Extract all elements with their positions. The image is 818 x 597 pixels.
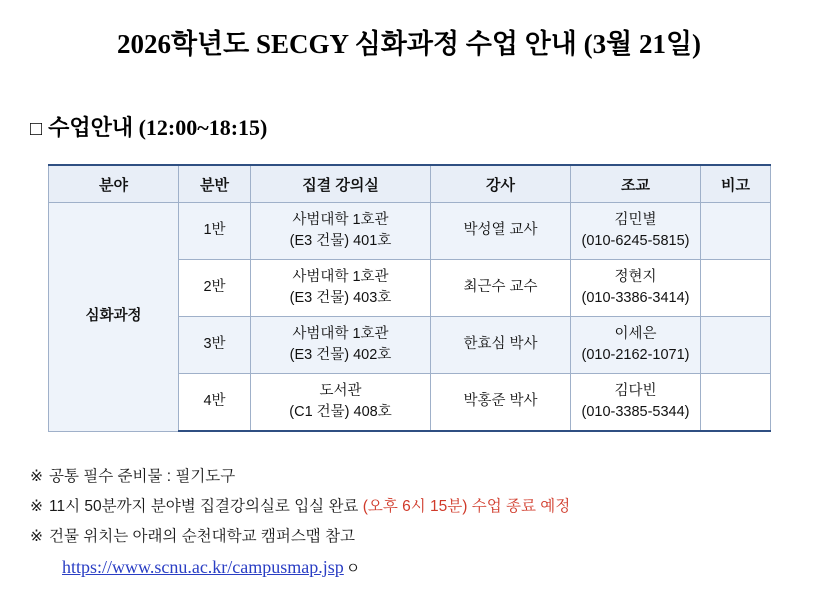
cell-room-line2: (E3 건물) 403호 <box>289 290 392 306</box>
campusmap-link[interactable]: https://www.scnu.ac.kr/campusmap.jsp <box>62 556 344 577</box>
document-page <box>0 22 818 597</box>
cell-room-line1: 사범대학 1호관 <box>292 325 389 342</box>
note-line-entry-time <box>30 492 818 522</box>
column-header-room: 집결 강의실 <box>251 165 431 203</box>
column-header-assistant: 조교 <box>571 165 701 203</box>
cell-note <box>701 260 771 317</box>
section-heading <box>30 111 818 142</box>
cell-room <box>251 317 431 374</box>
cell-assistant <box>571 374 701 432</box>
column-header-class: 분반 <box>179 165 251 203</box>
cell-assistant-name: 김민별 <box>614 211 657 228</box>
note-entry-text: 11시 50분까지 분야별 집결강의실로 입실 완료 <box>49 498 359 516</box>
cell-room <box>251 260 431 317</box>
table-row <box>49 203 771 260</box>
cell-class: 2반 <box>179 260 251 317</box>
cell-assistant-name: 정현지 <box>614 268 657 285</box>
cell-room-line2: (C1 건물) 408호 <box>289 404 392 420</box>
class-info-table <box>48 164 771 432</box>
note-materials-text: 공통 필수 준비물 : 필기도구 <box>49 468 236 485</box>
reference-mark-icon: ※ <box>30 468 43 485</box>
cell-assistant-name: 이세은 <box>614 325 657 342</box>
cell-assistant-phone: (010-6245-5815) <box>581 233 690 249</box>
notes-section <box>30 462 818 553</box>
column-header-note: 비고 <box>701 165 771 203</box>
table-header-row <box>49 165 771 203</box>
cell-room-line2: (E3 건물) 401호 <box>289 233 392 249</box>
page-title: 2026학년도 SECGY 심화과정 수업 안내 (3월 21일) <box>116 29 702 59</box>
cell-assistant <box>571 260 701 317</box>
cell-assistant-name: 김다빈 <box>614 382 657 399</box>
square-bullet-icon: □ <box>30 118 43 140</box>
reference-mark-icon: ※ <box>30 498 43 516</box>
cell-note <box>701 203 771 260</box>
cell-assistant <box>571 203 701 260</box>
note-end-time-highlight: (오후 6시 15분) <box>362 498 468 516</box>
cell-room-line1: 도서관 <box>319 382 362 399</box>
cell-teacher: 최근수 교수 <box>431 260 571 317</box>
cell-class: 4반 <box>179 374 251 432</box>
column-header-field: 분야 <box>49 165 179 203</box>
cell-field-label: 심화과정 <box>49 203 179 432</box>
cell-room-line1: 사범대학 1호관 <box>292 211 389 228</box>
cell-note <box>701 317 771 374</box>
cell-room-line2: (E3 건물) 402호 <box>289 347 392 363</box>
section-heading-label: 수업안내 (12:00~18:15) <box>48 115 268 140</box>
note-campusmap-text: 건물 위치는 아래의 순천대학교 캠퍼스맵 참고 <box>49 528 356 546</box>
column-header-teacher: 강사 <box>431 165 571 203</box>
table-header <box>49 165 771 203</box>
cell-teacher: 박홍준 박사 <box>431 374 571 432</box>
reference-mark-icon: ※ <box>30 528 43 546</box>
cell-note <box>701 374 771 432</box>
cell-assistant <box>571 317 701 374</box>
cell-class: 1반 <box>179 203 251 260</box>
cell-room <box>251 374 431 432</box>
cell-teacher: 박성열 교사 <box>431 203 571 260</box>
link-trailing-char: ㅇ <box>345 560 361 577</box>
note-line-materials <box>30 462 818 492</box>
cell-room <box>251 203 431 260</box>
note-end-text: 수업 종료 예정 <box>471 498 571 516</box>
cell-assistant-phone: (010-3385-5344) <box>581 404 690 420</box>
table-body <box>49 203 771 432</box>
cell-teacher: 한효심 박사 <box>431 317 571 374</box>
cell-assistant-phone: (010-2162-1071) <box>581 347 690 363</box>
cell-assistant-phone: (010-3386-3414) <box>581 290 690 306</box>
note-line-campusmap <box>30 522 818 552</box>
cell-class: 3반 <box>179 317 251 374</box>
cell-room-line1: 사범대학 1호관 <box>292 268 389 285</box>
